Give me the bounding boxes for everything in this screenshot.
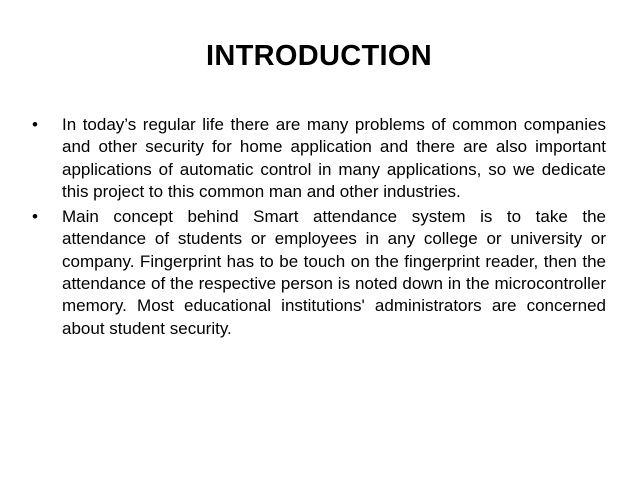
bullet-list	[32, 114, 606, 343]
bullet-text: Main concept behind Smart attendance system is to take the attendance of students or employees in any college or university or company. Fingerprint has to be touch on the fingerprint reader, then the attendance of the respective person is noted down in the microcontroller memory. Most educational institutions' administrators are concerned about student security.	[62, 207, 606, 338]
bullet-point-icon: •	[32, 115, 38, 134]
slide-title: INTRODUCTION	[206, 40, 432, 72]
bullet-point-icon: •	[32, 207, 38, 227]
bullet-text: In today’s regular life there are many problems of common companies and other security for home application and there are also important applications of automatic control in many applications, so we dedicate this project to this common man and other industries.	[62, 115, 606, 201]
bullet-item	[32, 206, 606, 340]
bullet-item	[32, 114, 606, 203]
